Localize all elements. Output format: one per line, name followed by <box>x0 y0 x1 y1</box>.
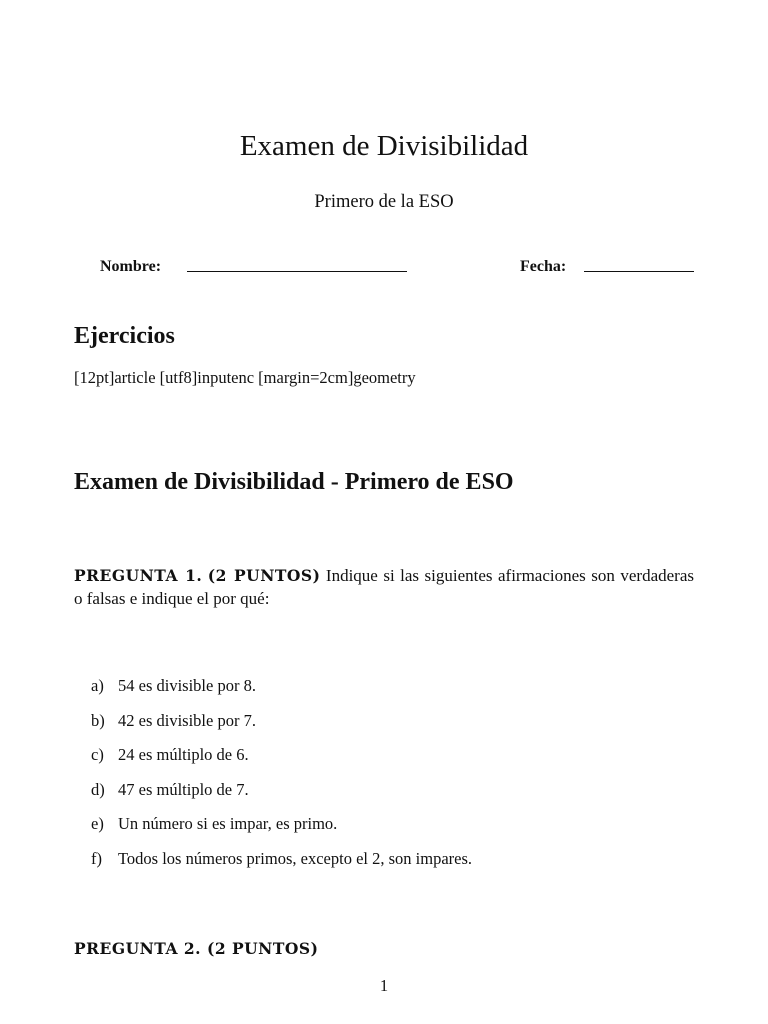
list-item <box>91 812 472 847</box>
question-1-items <box>91 674 472 882</box>
question-2-label: PREGUNTA 2. <box>74 939 202 958</box>
list-item <box>91 709 472 744</box>
question-2-heading <box>74 938 318 960</box>
item-marker: e) <box>91 814 104 834</box>
preamble-text: [12pt]article [utf8]inputenc [margin=2cm]geometry <box>74 368 416 387</box>
item-text: 24 es múltiplo de 6. <box>118 745 249 765</box>
question-1-text: Indique si las siguientes afirmaciones son verdaderas o falsas e indique el por qué: <box>74 566 694 608</box>
list-item <box>91 674 472 709</box>
item-text: Un número si es impar, es primo. <box>118 814 338 834</box>
item-marker: b) <box>91 710 105 730</box>
item-text: Todos los números primos, excepto el 2, son impares. <box>118 848 473 868</box>
question-2-points: (2 PUNTOS) <box>206 939 319 958</box>
document-subtitle: Primero de la ESO <box>314 192 454 212</box>
item-marker: c) <box>91 745 104 765</box>
item-marker: d) <box>91 779 105 799</box>
item-marker: f) <box>91 848 102 868</box>
question-1-label: PREGUNTA 1. <box>74 566 203 585</box>
section-heading: Ejercicios <box>74 323 175 349</box>
document-title: Examen de Divisibilidad <box>239 130 529 162</box>
list-item <box>91 743 472 778</box>
list-item <box>91 778 472 813</box>
item-text: 42 es divisible por 7. <box>118 710 256 730</box>
date-blank-line <box>584 271 694 272</box>
list-item <box>91 847 472 882</box>
name-label: Nombre: <box>100 258 162 275</box>
page-number: 1 <box>379 976 389 995</box>
item-text: 54 es divisible por 8. <box>118 676 256 695</box>
item-marker: a) <box>91 676 104 695</box>
item-text: 47 es múltiplo de 7. <box>118 779 249 799</box>
question-1-points: (2 PUNTOS) <box>207 566 321 585</box>
name-blank-line <box>187 271 407 272</box>
question-1 <box>74 564 694 610</box>
exam-heading: Examen de Divisibilidad - Primero de ESO <box>74 469 514 495</box>
date-label: Fecha: <box>520 258 567 275</box>
